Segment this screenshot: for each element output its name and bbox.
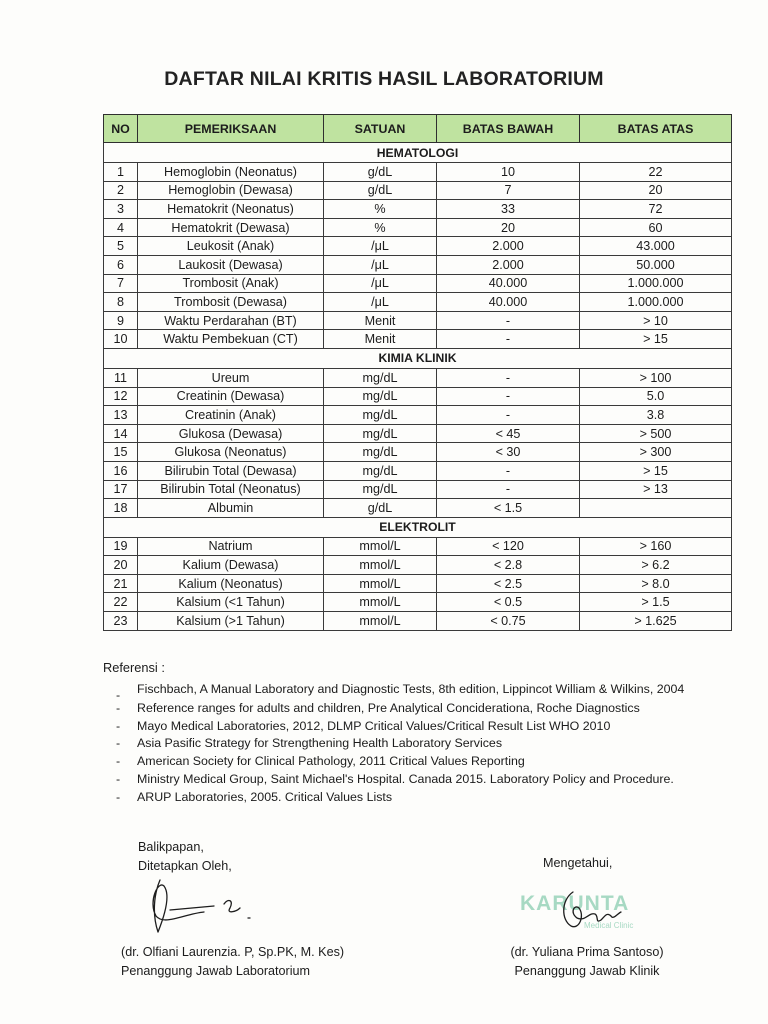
table-row xyxy=(104,368,732,387)
row-number: 20 xyxy=(104,556,138,575)
reference-item: - Asia Pasific Strategy for Strengthening Health Laboratory Services xyxy=(110,735,730,753)
row-number: 4 xyxy=(104,218,138,237)
row-unit: mmol/L xyxy=(324,612,437,631)
row-upper-limit xyxy=(580,499,732,518)
row-unit: % xyxy=(324,218,437,237)
row-upper-limit: > 300 xyxy=(580,443,732,462)
references-title: Referensi : xyxy=(103,660,165,675)
row-lower-limit: - xyxy=(437,387,580,406)
table-row xyxy=(104,593,732,612)
row-unit: g/dL xyxy=(324,499,437,518)
signatory-left xyxy=(121,943,344,981)
section-row xyxy=(104,143,732,163)
row-upper-limit: > 160 xyxy=(580,537,732,556)
row-upper-limit: > 15 xyxy=(580,461,732,480)
row-lower-limit: < 2.5 xyxy=(437,574,580,593)
row-upper-limit: > 1.625 xyxy=(580,612,732,631)
row-lower-limit: - xyxy=(437,480,580,499)
row-unit: mg/dL xyxy=(324,480,437,499)
row-unit: /μL xyxy=(324,237,437,256)
row-number: 12 xyxy=(104,387,138,406)
row-lower-limit: 40.000 xyxy=(437,274,580,293)
row-lower-limit: < 0.5 xyxy=(437,593,580,612)
row-number: 18 xyxy=(104,499,138,518)
row-unit: g/dL xyxy=(324,181,437,200)
row-test: Trombosit (Dewasa) xyxy=(138,293,324,312)
row-unit: Menit xyxy=(324,330,437,349)
row-number: 17 xyxy=(104,480,138,499)
table-row xyxy=(104,218,732,237)
row-lower-limit: 20 xyxy=(437,218,580,237)
header-no: NO xyxy=(104,115,138,143)
row-test: Kalium (Dewasa) xyxy=(138,556,324,575)
signature-block-left xyxy=(138,838,232,876)
row-upper-limit: 1.000.000 xyxy=(580,293,732,312)
table-row xyxy=(104,537,732,556)
table-row xyxy=(104,612,732,631)
row-test: Kalium (Neonatus) xyxy=(138,574,324,593)
row-test: Waktu Pembekuan (CT) xyxy=(138,330,324,349)
row-test: Waktu Perdarahan (BT) xyxy=(138,311,324,330)
row-lower-limit: - xyxy=(437,406,580,425)
row-unit: /μL xyxy=(324,293,437,312)
row-upper-limit: 5.0 xyxy=(580,387,732,406)
row-upper-limit: 1.000.000 xyxy=(580,274,732,293)
row-unit: mg/dL xyxy=(324,443,437,462)
table-row xyxy=(104,443,732,462)
right-role: Penanggung Jawab Klinik xyxy=(514,964,660,978)
row-number: 21 xyxy=(104,574,138,593)
row-unit: mmol/L xyxy=(324,556,437,575)
reference-item: - Mayo Medical Laboratories, 2012, DLMP Critical Values/Critical Result List WHO 2010 xyxy=(110,718,730,736)
row-lower-limit: - xyxy=(437,330,580,349)
row-upper-limit: > 1.5 xyxy=(580,593,732,612)
table-row xyxy=(104,330,732,349)
row-lower-limit: < 30 xyxy=(437,443,580,462)
header-pemeriksaan: PEMERIKSAAN xyxy=(138,115,324,143)
table-body xyxy=(104,143,732,631)
table-row xyxy=(104,293,732,312)
row-lower-limit: 7 xyxy=(437,181,580,200)
row-test: Hemoglobin (Dewasa) xyxy=(138,181,324,200)
table-row xyxy=(104,237,732,256)
row-upper-limit: > 15 xyxy=(580,330,732,349)
row-unit: mg/dL xyxy=(324,461,437,480)
row-upper-limit: > 10 xyxy=(580,311,732,330)
table-row xyxy=(104,461,732,480)
row-upper-limit: 22 xyxy=(580,163,732,182)
acknowledged-label: Mengetahui, xyxy=(543,856,613,870)
row-lower-limit: 10 xyxy=(437,163,580,182)
table-row xyxy=(104,480,732,499)
row-number: 23 xyxy=(104,612,138,631)
row-unit: % xyxy=(324,200,437,219)
row-test: Leukosit (Anak) xyxy=(138,237,324,256)
row-lower-limit: - xyxy=(437,311,580,330)
row-upper-limit: > 6.2 xyxy=(580,556,732,575)
row-test: Glukosa (Dewasa) xyxy=(138,424,324,443)
row-test: Kalsium (<1 Tahun) xyxy=(138,593,324,612)
section-title: KIMIA KLINIK xyxy=(104,348,732,368)
row-test: Ureum xyxy=(138,368,324,387)
section-row xyxy=(104,348,732,368)
left-signature xyxy=(140,872,260,942)
left-role: Penanggung Jawab Laboratorium xyxy=(121,964,311,978)
header-satuan: SATUAN xyxy=(324,115,437,143)
header-batas-bawah: BATAS BAWAH xyxy=(437,115,580,143)
row-test: Creatinin (Anak) xyxy=(138,406,324,425)
table-row xyxy=(104,181,732,200)
row-lower-limit: < 45 xyxy=(437,424,580,443)
row-number: 13 xyxy=(104,406,138,425)
row-upper-limit: 20 xyxy=(580,181,732,200)
row-test: Albumin xyxy=(138,499,324,518)
row-lower-limit: < 1.5 xyxy=(437,499,580,518)
row-number: 8 xyxy=(104,293,138,312)
row-lower-limit: - xyxy=(437,368,580,387)
row-upper-limit: > 8.0 xyxy=(580,574,732,593)
row-upper-limit: 72 xyxy=(580,200,732,219)
critical-values-table xyxy=(103,114,732,631)
row-test: Glukosa (Neonatus) xyxy=(138,443,324,462)
row-number: 11 xyxy=(104,368,138,387)
row-number: 5 xyxy=(104,237,138,256)
table-row xyxy=(104,574,732,593)
row-upper-limit: 43.000 xyxy=(580,237,732,256)
reference-item: - Fischbach, A Manual Laboratory and Diagnostic Tests, 8th edition, Lippincot William & Wilkins, 2004 xyxy=(110,681,730,699)
row-test: Natrium xyxy=(138,537,324,556)
row-number: 7 xyxy=(104,274,138,293)
row-unit: mmol/L xyxy=(324,593,437,612)
table-row xyxy=(104,163,732,182)
signatory-right xyxy=(497,943,677,981)
row-upper-limit: > 13 xyxy=(580,480,732,499)
header-batas-atas: BATAS ATAS xyxy=(580,115,732,143)
row-upper-limit: 3.8 xyxy=(580,406,732,425)
row-upper-limit: > 500 xyxy=(580,424,732,443)
table-row xyxy=(104,424,732,443)
table-row xyxy=(104,255,732,274)
row-number: 16 xyxy=(104,461,138,480)
table-row xyxy=(104,406,732,425)
row-upper-limit: 50.000 xyxy=(580,255,732,274)
row-unit: Menit xyxy=(324,311,437,330)
row-lower-limit: 40.000 xyxy=(437,293,580,312)
row-upper-limit: > 100 xyxy=(580,368,732,387)
row-unit: g/dL xyxy=(324,163,437,182)
right-name: (dr. Yuliana Prima Santoso) xyxy=(510,945,664,959)
reference-item: - Reference ranges for adults and children, Pre Analytical Conciderationa, Roche Diagnostics xyxy=(110,700,730,718)
row-number: 9 xyxy=(104,311,138,330)
row-lower-limit: - xyxy=(437,461,580,480)
row-test: Trombosit (Anak) xyxy=(138,274,324,293)
row-test: Bilirubin Total (Neonatus) xyxy=(138,480,324,499)
section-title: ELEKTROLIT xyxy=(104,517,732,537)
row-test: Kalsium (>1 Tahun) xyxy=(138,612,324,631)
row-unit: mg/dL xyxy=(324,368,437,387)
row-unit: /μL xyxy=(324,274,437,293)
row-unit: mmol/L xyxy=(324,574,437,593)
row-number: 6 xyxy=(104,255,138,274)
row-unit: /μL xyxy=(324,255,437,274)
row-test: Laukosit (Dewasa) xyxy=(138,255,324,274)
row-number: 22 xyxy=(104,593,138,612)
row-unit: mmol/L xyxy=(324,537,437,556)
right-signature xyxy=(555,886,635,936)
row-test: Bilirubin Total (Dewasa) xyxy=(138,461,324,480)
document-title: DAFTAR NILAI KRITIS HASIL LABORATORIUM xyxy=(164,68,604,90)
table-row xyxy=(104,311,732,330)
row-test: Hematokrit (Dewasa) xyxy=(138,218,324,237)
references-list xyxy=(110,681,730,807)
table-row xyxy=(104,274,732,293)
section-row xyxy=(104,517,732,537)
row-test: Hemoglobin (Neonatus) xyxy=(138,163,324,182)
row-lower-limit: < 0.75 xyxy=(437,612,580,631)
row-number: 14 xyxy=(104,424,138,443)
row-lower-limit: 2.000 xyxy=(437,255,580,274)
stamp-text: KARUNTA xyxy=(520,892,630,915)
reference-item: - Ministry Medical Group, Saint Michael's Hospital. Canada 2015. Laboratory Policy and Procedure. xyxy=(110,771,730,789)
row-test: Creatinin (Dewasa) xyxy=(138,387,324,406)
row-unit: mg/dL xyxy=(324,406,437,425)
reference-item: - American Society for Clinical Pathology, 2011 Critical Values Reporting xyxy=(110,753,730,771)
row-lower-limit: 2.000 xyxy=(437,237,580,256)
reference-item: - ARUP Laboratories, 2005. Critical Values Lists xyxy=(110,789,730,807)
row-test: Hematokrit (Neonatus) xyxy=(138,200,324,219)
table-row xyxy=(104,387,732,406)
row-lower-limit: 33 xyxy=(437,200,580,219)
table-row xyxy=(104,556,732,575)
row-number: 3 xyxy=(104,200,138,219)
row-unit: mg/dL xyxy=(324,424,437,443)
left-name: (dr. Olfiani Laurenzia. P, Sp.PK, M. Kes) xyxy=(121,945,345,959)
stamp-subtext: Medical Clinic xyxy=(584,921,634,930)
set-by-label: Ditetapkan Oleh, xyxy=(138,859,232,873)
row-number: 10 xyxy=(104,330,138,349)
section-title: HEMATOLOGI xyxy=(104,143,732,163)
table-row xyxy=(104,200,732,219)
row-number: 2 xyxy=(104,181,138,200)
row-lower-limit: < 2.8 xyxy=(437,556,580,575)
row-lower-limit: < 120 xyxy=(437,537,580,556)
row-unit: mg/dL xyxy=(324,387,437,406)
row-number: 1 xyxy=(104,163,138,182)
table-header-row xyxy=(104,115,732,143)
table-row xyxy=(104,499,732,518)
row-number: 19 xyxy=(104,537,138,556)
row-upper-limit: 60 xyxy=(580,218,732,237)
place-label: Balikpapan, xyxy=(138,840,204,854)
row-number: 15 xyxy=(104,443,138,462)
